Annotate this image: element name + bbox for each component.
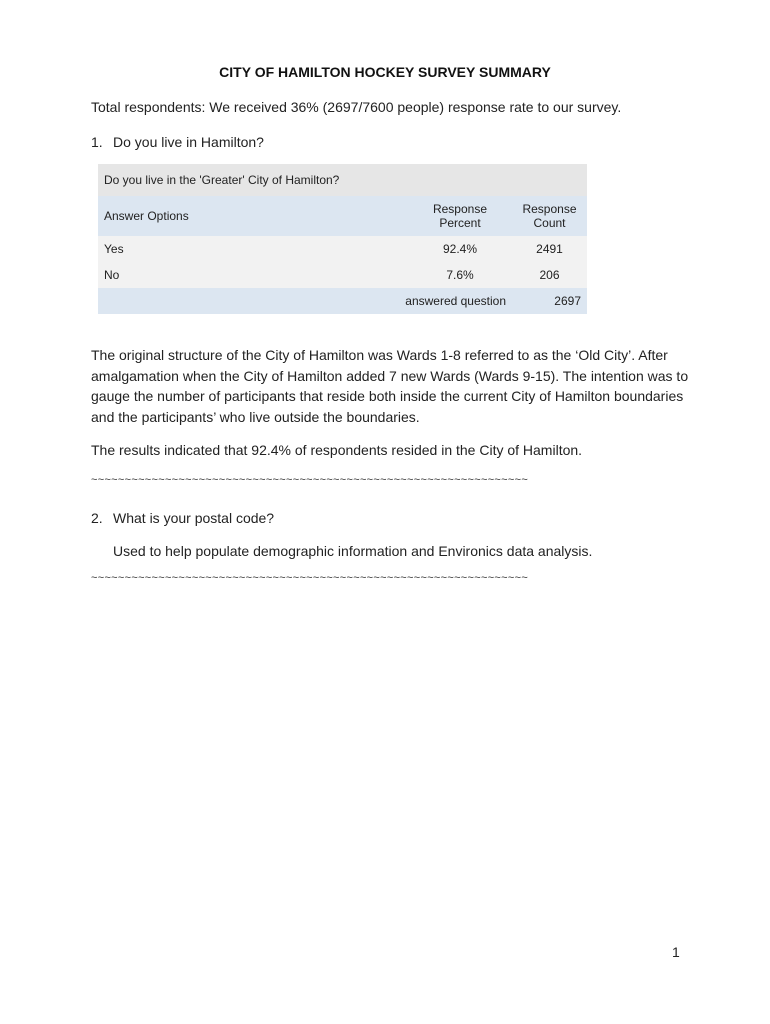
question-1-number: 1. — [91, 134, 103, 150]
question-2-number: 2. — [91, 510, 103, 526]
header-percent-line1: Response — [432, 202, 488, 216]
row-count: 206 — [512, 262, 587, 288]
explanation-paragraph: The original structure of the City of Hamilton was Wards 1-8 referred to as the ‘Old City’. After amalgamation when the City of Hamilton added 7 new Wards (Wards 9-15). The intention was to gauge the number of participants that reside both inside the current City of Hamilton boundaries and the participants’ who live outside the boundaries. — [91, 347, 689, 425]
table-row — [98, 262, 587, 288]
question-2-text: What is your postal code? — [113, 510, 275, 526]
row-option: No — [98, 262, 408, 288]
row-percent: 92.4% — [408, 236, 512, 262]
header-answer-options: Answer Options — [98, 196, 408, 236]
row-option: Yes — [98, 236, 408, 262]
table-footer-row — [98, 288, 587, 314]
question-1-text: Do you live in Hamilton? — [113, 134, 264, 150]
document-title: CITY OF HAMILTON HOCKEY SURVEY SUMMARY — [219, 64, 551, 80]
question-1 — [91, 132, 264, 153]
table-row — [98, 236, 587, 262]
header-count-line1: Response — [522, 202, 577, 216]
page-number: 1 — [672, 944, 680, 960]
header-response-count — [512, 196, 587, 236]
answered-question-count: 2697 — [512, 288, 587, 314]
answered-question-label: answered question — [98, 288, 512, 314]
question-2 — [91, 508, 274, 529]
header-percent-line2: Percent — [439, 216, 481, 230]
results-paragraph: The results indicated that 92.4% of respondents resided in the City of Hamilton. — [91, 442, 583, 458]
header-response-percent — [408, 196, 512, 236]
table-question-row — [98, 164, 587, 196]
header-count-line2: Count — [533, 216, 566, 230]
total-respondents-text: Total respondents: We received 36% (2697/7600 people) response rate to our survey. — [91, 99, 622, 115]
survey-results-table — [98, 164, 587, 314]
row-percent: 7.6% — [408, 262, 512, 288]
question-2-note: Used to help populate demographic information and Environics data analysis. — [113, 543, 593, 559]
separator-line: ~~~~~~~~~~~~~~~~~~~~~~~~~~~~~~~~~~~~~~~~~~~~~~~~~~~~~~~~~~~~~~~~~ — [91, 572, 529, 584]
row-count: 2491 — [512, 236, 587, 262]
table-question: Do you live in the 'Greater' City of Hamilton? — [98, 164, 587, 196]
table-header-row — [98, 196, 587, 236]
separator-line: ~~~~~~~~~~~~~~~~~~~~~~~~~~~~~~~~~~~~~~~~~~~~~~~~~~~~~~~~~~~~~~~~~ — [91, 474, 529, 486]
